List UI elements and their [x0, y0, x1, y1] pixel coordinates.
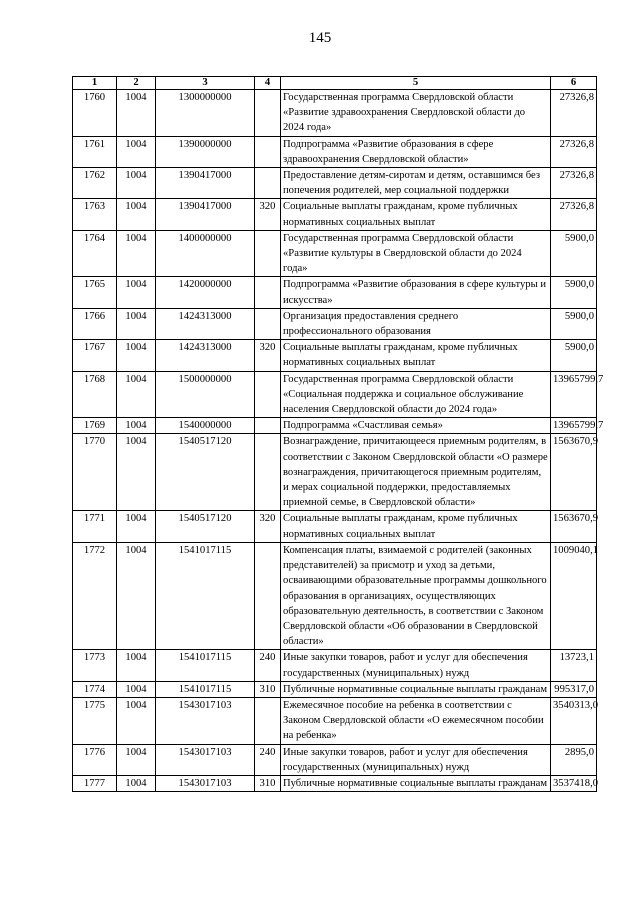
amount: 1563670,9 — [551, 434, 597, 511]
item-name: Государственная программа Свердловской области «Развитие здравоохранения Свердловской области до 2024 года» — [281, 90, 551, 137]
row-number: 1771 — [73, 511, 117, 542]
amount: 5900,0 — [551, 308, 597, 339]
section-code: 1004 — [117, 340, 156, 371]
item-name: Иные закупки товаров, работ и услуг для обеспечения государственных (муниципальных) нужд — [281, 744, 551, 775]
amount: 1009040,1 — [551, 542, 597, 649]
table-row — [73, 511, 597, 542]
expense-type-code — [255, 697, 281, 744]
target-article-code: 1390417000 — [156, 168, 255, 199]
expense-type-code — [255, 542, 281, 649]
section-code: 1004 — [117, 744, 156, 775]
item-name: Государственная программа Свердловской области «Социальная поддержка и социальное обслуживание населения Свердловской области до 2024 года» — [281, 371, 551, 418]
target-article-code: 1543017103 — [156, 744, 255, 775]
column-header: 4 — [255, 77, 281, 90]
section-code: 1004 — [117, 650, 156, 681]
column-header: 5 — [281, 77, 551, 90]
item-name: Организация предоставления среднего профессионального образования — [281, 308, 551, 339]
amount: 13723,1 — [551, 650, 597, 681]
row-number: 1774 — [73, 681, 117, 697]
amount: 27326,8 — [551, 90, 597, 137]
expense-type-code — [255, 371, 281, 418]
table-row — [73, 168, 597, 199]
item-name: Публичные нормативные социальные выплаты гражданам — [281, 775, 551, 791]
amount: 3537418,0 — [551, 775, 597, 791]
expense-type-code: 240 — [255, 650, 281, 681]
table-row — [73, 542, 597, 649]
amount: 27326,8 — [551, 199, 597, 230]
table-row — [73, 90, 597, 137]
row-number: 1762 — [73, 168, 117, 199]
expense-type-code — [255, 308, 281, 339]
table-row — [73, 744, 597, 775]
amount: 5900,0 — [551, 230, 597, 277]
section-code: 1004 — [117, 418, 156, 434]
row-number: 1775 — [73, 697, 117, 744]
target-article-code: 1540000000 — [156, 418, 255, 434]
table-row — [73, 434, 597, 511]
section-code: 1004 — [117, 136, 156, 167]
item-name: Подпрограмма «Развитие образования в сфере здравоохранения Свердловской области» — [281, 136, 551, 167]
amount: 27326,8 — [551, 136, 597, 167]
table-row — [73, 371, 597, 418]
target-article-code: 1390417000 — [156, 199, 255, 230]
table-row — [73, 136, 597, 167]
target-article-code: 1300000000 — [156, 90, 255, 137]
target-article-code: 1424313000 — [156, 308, 255, 339]
table-row — [73, 277, 597, 308]
amount: 13965799,7 — [551, 418, 597, 434]
target-article-code: 1540517120 — [156, 434, 255, 511]
row-number: 1761 — [73, 136, 117, 167]
item-name: Иные закупки товаров, работ и услуг для обеспечения государственных (муниципальных) нужд — [281, 650, 551, 681]
expense-type-code — [255, 168, 281, 199]
row-number: 1760 — [73, 90, 117, 137]
section-code: 1004 — [117, 277, 156, 308]
target-article-code: 1541017115 — [156, 650, 255, 681]
section-code: 1004 — [117, 697, 156, 744]
section-code: 1004 — [117, 371, 156, 418]
amount: 995317,0 — [551, 681, 597, 697]
row-number: 1766 — [73, 308, 117, 339]
row-number: 1769 — [73, 418, 117, 434]
table-row — [73, 775, 597, 791]
item-name: Социальные выплаты гражданам, кроме публичных нормативных социальных выплат — [281, 511, 551, 542]
expense-type-code: 240 — [255, 744, 281, 775]
item-name: Вознаграждение, причитающееся приемным родителям, в соответствии с Законом Свердловской области «О размере вознаграждения, причитающегося приемным родителям, и мерах социальной поддержки, предоставляемых приемной семье, в Свердловской области» — [281, 434, 551, 511]
expense-type-code — [255, 277, 281, 308]
expense-type-code: 320 — [255, 199, 281, 230]
section-code: 1004 — [117, 434, 156, 511]
item-name: Подпрограмма «Развитие образования в сфере культуры и искусства» — [281, 277, 551, 308]
section-code: 1004 — [117, 230, 156, 277]
target-article-code: 1543017103 — [156, 697, 255, 744]
header-row — [73, 77, 597, 90]
expense-type-code — [255, 230, 281, 277]
row-number: 1763 — [73, 199, 117, 230]
row-number: 1773 — [73, 650, 117, 681]
budget-table — [72, 76, 604, 792]
section-code: 1004 — [117, 775, 156, 791]
table-row — [73, 308, 597, 339]
expense-type-code — [255, 434, 281, 511]
expense-type-code: 320 — [255, 340, 281, 371]
target-article-code: 1500000000 — [156, 371, 255, 418]
amount: 27326,8 — [551, 168, 597, 199]
item-name: Ежемесячное пособие на ребенка в соответствии с Законом Свердловской области «О ежемесячном пособии на ребенка» — [281, 697, 551, 744]
section-code: 1004 — [117, 199, 156, 230]
item-name: Подпрограмма «Счастливая семья» — [281, 418, 551, 434]
amount: 3540313,0 — [551, 697, 597, 744]
row-number: 1770 — [73, 434, 117, 511]
item-name: Социальные выплаты гражданам, кроме публичных нормативных социальных выплат — [281, 340, 551, 371]
amount: 2895,0 — [551, 744, 597, 775]
section-code: 1004 — [117, 511, 156, 542]
page-number: 145 — [308, 30, 332, 46]
expense-type-code — [255, 418, 281, 434]
amount: 5900,0 — [551, 340, 597, 371]
table-row — [73, 681, 597, 697]
section-code: 1004 — [117, 542, 156, 649]
target-article-code: 1400000000 — [156, 230, 255, 277]
table-row — [73, 418, 597, 434]
target-article-code: 1420000000 — [156, 277, 255, 308]
table-row — [73, 697, 597, 744]
row-number: 1768 — [73, 371, 117, 418]
item-name: Государственная программа Свердловской области «Развитие культуры в Свердловской области до 2024 года» — [281, 230, 551, 277]
row-number: 1772 — [73, 542, 117, 649]
section-code: 1004 — [117, 681, 156, 697]
column-header: 1 — [73, 77, 117, 90]
column-header: 6 — [551, 77, 597, 90]
item-name: Социальные выплаты гражданам, кроме публичных нормативных социальных выплат — [281, 199, 551, 230]
target-article-code: 1543017103 — [156, 775, 255, 791]
table-row — [73, 230, 597, 277]
column-header: 2 — [117, 77, 156, 90]
row-number: 1765 — [73, 277, 117, 308]
column-header: 3 — [156, 77, 255, 90]
target-article-code: 1541017115 — [156, 542, 255, 649]
item-name: Предоставление детям-сиротам и детям, оставшимся без попечения родителей, мер социальной поддержки — [281, 168, 551, 199]
row-number: 1767 — [73, 340, 117, 371]
expense-type-code: 310 — [255, 681, 281, 697]
section-code: 1004 — [117, 90, 156, 137]
target-article-code: 1541017115 — [156, 681, 255, 697]
expense-type-code: 310 — [255, 775, 281, 791]
table-row — [73, 650, 597, 681]
table-row — [73, 340, 597, 371]
item-name: Публичные нормативные социальные выплаты гражданам — [281, 681, 551, 697]
target-article-code: 1540517120 — [156, 511, 255, 542]
table-row — [73, 199, 597, 230]
amount: 13965799,7 — [551, 371, 597, 418]
section-code: 1004 — [117, 168, 156, 199]
expense-type-code — [255, 90, 281, 137]
row-number: 1764 — [73, 230, 117, 277]
section-code: 1004 — [117, 308, 156, 339]
expense-type-code: 320 — [255, 511, 281, 542]
row-number: 1776 — [73, 744, 117, 775]
amount: 5900,0 — [551, 277, 597, 308]
item-name: Компенсация платы, взимаемой с родителей (законных представителей) за присмотр и уход за детьми, осваивающими образовательные программы дошкольного образования в организациях, осуществляющих образовательную деятельность, в соответствии с Законом Свердловской области «Об образовании в Свердловской области» — [281, 542, 551, 649]
target-article-code: 1424313000 — [156, 340, 255, 371]
amount: 1563670,9 — [551, 511, 597, 542]
row-number: 1777 — [73, 775, 117, 791]
target-article-code: 1390000000 — [156, 136, 255, 167]
expense-type-code — [255, 136, 281, 167]
